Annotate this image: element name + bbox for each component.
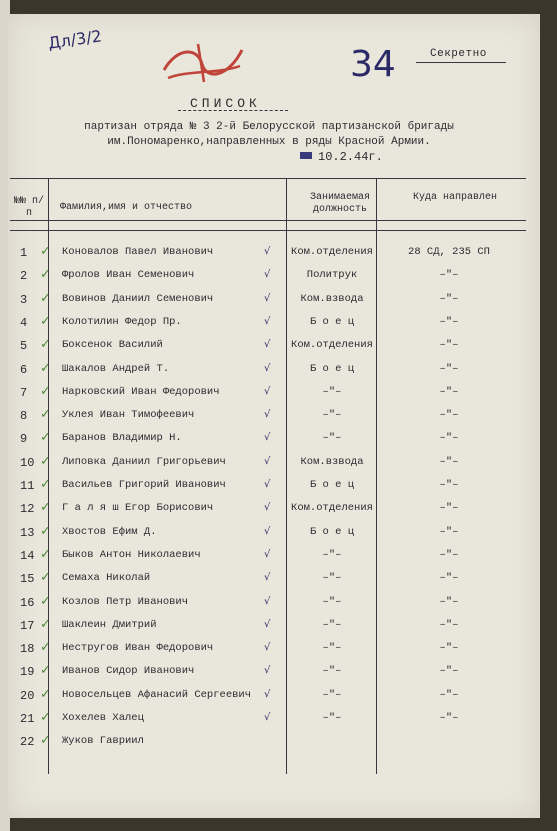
row-name: Г а л я ш Егор Борисович — [62, 502, 214, 515]
pencil-check-icon: √ — [264, 292, 271, 304]
green-tick-icon: ✓ — [40, 453, 51, 469]
table-row — [10, 359, 526, 382]
table-row — [10, 405, 526, 428]
row-position: –"– — [322, 642, 342, 655]
green-tick-icon: ✓ — [40, 523, 51, 539]
row-name: Шакалов Андрей Т. — [62, 362, 170, 375]
green-tick-icon: ✓ — [40, 710, 51, 725]
row-destination: –"– — [439, 665, 459, 678]
row-destination: –"– — [439, 642, 459, 655]
row-position: –"– — [322, 665, 342, 678]
green-tick-icon: ✓ — [40, 640, 51, 656]
pencil-check-icon: √ — [264, 618, 271, 630]
header-name: Фамилия,имя и отчество — [60, 202, 193, 213]
table-row — [10, 335, 526, 358]
row-position: Б о е ц — [309, 525, 355, 538]
green-tick-icon: ✓ — [40, 686, 51, 702]
date-mark — [300, 152, 312, 159]
row-destination: –"– — [439, 595, 459, 608]
row-number: 21 — [20, 712, 35, 726]
table-row — [10, 592, 526, 615]
pencil-check-icon: √ — [264, 409, 271, 421]
row-destination: –"– — [439, 385, 459, 398]
row-destination: –"– — [439, 688, 459, 701]
row-destination: –"– — [439, 712, 459, 724]
table-row — [10, 428, 526, 451]
green-tick-icon: ✓ — [40, 593, 51, 609]
row-name: Баранов Владимир Н. — [62, 432, 182, 445]
green-tick-icon: ✓ — [40, 267, 51, 283]
row-number: 5 — [20, 339, 28, 354]
row-number: 6 — [20, 362, 28, 377]
row-name: Новосельцев Афанасий Сергеевич — [62, 688, 252, 701]
row-destination: –"– — [439, 572, 459, 585]
green-tick-icon: ✓ — [40, 430, 51, 446]
row-destination: –"– — [439, 455, 459, 468]
table-row — [10, 615, 526, 638]
green-tick-icon: ✓ — [40, 337, 51, 353]
row-number: 12 — [20, 502, 35, 517]
row-destination: 28 СД, 235 СП — [408, 246, 490, 258]
roster-table — [10, 178, 526, 774]
row-position: Ком.отделения — [291, 502, 373, 515]
row-name: Коновалов Павел Иванович — [62, 246, 214, 258]
row-number: 1 — [20, 246, 28, 260]
row-name: Вовинов Даниил Семенович — [62, 292, 214, 305]
row-destination: –"– — [439, 269, 459, 282]
row-number: 19 — [20, 665, 35, 680]
row-position: –"– — [322, 548, 342, 561]
row-name: Семаха Николай — [62, 572, 151, 585]
red-stamp-mark — [158, 40, 248, 86]
green-tick-icon: ✓ — [40, 570, 51, 586]
row-destination: –"– — [439, 548, 459, 561]
pencil-check-icon: √ — [264, 246, 271, 257]
green-tick-icon: ✓ — [40, 360, 51, 376]
table-row — [10, 638, 526, 661]
green-tick-icon: ✓ — [40, 407, 51, 423]
row-position: Ком.взвода — [300, 455, 364, 468]
table-row — [10, 522, 526, 545]
row-position: –"– — [322, 688, 342, 701]
table-row — [10, 242, 526, 265]
pencil-check-icon: √ — [264, 688, 271, 700]
row-number: 3 — [20, 292, 28, 307]
row-number: 7 — [20, 385, 28, 400]
header-destination: Куда направлен — [412, 192, 497, 203]
row-name: Хвостов Ефим Д. — [62, 525, 157, 538]
table-header-border — [10, 220, 526, 221]
row-position: Ком.отделения — [291, 339, 373, 352]
row-destination: –"– — [439, 432, 459, 445]
pencil-check-icon: √ — [264, 479, 271, 490]
row-number: 8 — [20, 409, 28, 424]
table-row — [10, 382, 526, 405]
table-row — [10, 731, 526, 754]
row-number: 10 — [20, 455, 35, 470]
row-name: Шаклеин Дмитрий — [62, 618, 157, 631]
row-number: 18 — [20, 642, 35, 657]
row-number: 2 — [20, 269, 28, 284]
row-name: Фролов Иван Семенович — [62, 269, 195, 282]
row-name: Нарковский Иван Федорович — [62, 385, 220, 398]
row-position: Б о е ц — [309, 315, 355, 328]
table-row — [10, 545, 526, 568]
row-position: –"– — [322, 712, 342, 724]
row-name: Боксенок Василий — [62, 339, 163, 352]
header-position: Занимаемая должность — [309, 192, 370, 215]
row-position: –"– — [322, 432, 342, 445]
row-name: Иванов Сидор Иванович — [62, 665, 195, 678]
pencil-check-icon: √ — [264, 548, 271, 560]
row-number: 20 — [20, 688, 35, 703]
row-position: Ком.отделения — [291, 246, 373, 258]
table-row — [10, 475, 526, 498]
handwritten-reference: Дл/3/2 — [46, 26, 103, 53]
title-underline — [178, 110, 288, 111]
row-destination: –"– — [439, 618, 459, 631]
table-row — [10, 289, 526, 312]
pencil-check-icon: √ — [264, 269, 271, 281]
green-tick-icon: ✓ — [40, 733, 51, 749]
pencil-check-icon: √ — [264, 525, 271, 537]
row-number: 13 — [20, 525, 35, 540]
row-number: 4 — [20, 315, 28, 330]
classification-label: Секретно — [430, 48, 487, 60]
pencil-check-icon: √ — [264, 315, 271, 327]
row-position: Б о е ц — [309, 479, 355, 491]
row-position: Б о е ц — [309, 362, 355, 375]
row-name: Васильев Григорий Иванович — [62, 479, 226, 491]
row-destination: –"– — [439, 292, 459, 305]
pencil-check-icon: √ — [264, 642, 271, 654]
row-position: Политрук — [306, 269, 358, 282]
row-number: 16 — [20, 595, 35, 610]
pencil-check-icon: √ — [264, 712, 271, 723]
row-number: 22 — [20, 735, 35, 750]
table-row — [10, 708, 526, 731]
pencil-check-icon: √ — [264, 665, 271, 677]
header-number: №№ п/п — [14, 196, 45, 219]
table-header-double-border — [10, 230, 526, 231]
row-number: 11 — [20, 479, 35, 493]
row-position: –"– — [322, 409, 342, 422]
row-destination: –"– — [439, 502, 459, 515]
green-tick-icon: ✓ — [40, 500, 51, 516]
pencil-check-icon: √ — [264, 432, 271, 444]
green-tick-icon: ✓ — [40, 663, 51, 679]
row-destination: –"– — [439, 525, 459, 538]
document-subtitle: партизан отряда № 3 2-й Белорусской партизанской бригады им.Пономаренко,направленных в ряды Красной Армии. — [84, 121, 454, 148]
pencil-check-icon: √ — [264, 385, 271, 397]
pencil-check-icon: √ — [264, 362, 271, 374]
document-title: СПИСОК — [190, 96, 261, 111]
row-number: 9 — [20, 432, 28, 447]
table-row — [10, 685, 526, 708]
pencil-check-icon: √ — [264, 339, 271, 351]
green-tick-icon: ✓ — [40, 290, 51, 306]
row-number: 15 — [20, 572, 35, 587]
row-position: Ком.взвода — [300, 292, 364, 305]
classification-underline — [416, 62, 506, 63]
row-name: Хохелев Халец — [62, 712, 144, 724]
row-name: Уклея Иван Тимофеевич — [62, 409, 195, 422]
table-row — [10, 312, 526, 335]
green-tick-icon: ✓ — [40, 546, 51, 562]
document-date: 10.2.44г. — [318, 150, 383, 164]
row-destination: –"– — [439, 315, 459, 328]
row-number: 14 — [20, 548, 35, 563]
row-name: Нестругов Иван Федорович — [62, 642, 214, 655]
table-top-border — [10, 178, 526, 179]
row-destination: –"– — [439, 479, 459, 491]
row-destination: –"– — [439, 409, 459, 422]
green-tick-icon: ✓ — [40, 244, 51, 259]
pencil-check-icon: √ — [264, 502, 271, 514]
green-tick-icon: ✓ — [40, 383, 51, 399]
table-row — [10, 452, 526, 475]
row-name: Быков Антон Николаевич — [62, 548, 201, 561]
row-position: –"– — [322, 595, 342, 608]
table-row — [10, 498, 526, 521]
row-position: –"– — [322, 385, 342, 398]
pencil-check-icon: √ — [264, 455, 271, 467]
row-name: Липовка Даниил Григорьевич — [62, 455, 226, 468]
pencil-check-icon: √ — [264, 572, 271, 584]
row-name: Колотилин Федор Пр. — [62, 315, 182, 328]
row-position: –"– — [322, 618, 342, 631]
page-number: 34 — [350, 44, 396, 85]
row-number: 17 — [20, 618, 35, 633]
table-row — [10, 661, 526, 684]
row-name: Жуков Гавриил — [62, 735, 144, 748]
green-tick-icon: ✓ — [40, 477, 51, 492]
table-row — [10, 568, 526, 591]
row-name: Козлов Петр Иванович — [62, 595, 189, 608]
row-position: –"– — [322, 572, 342, 585]
pencil-check-icon: √ — [264, 595, 271, 607]
green-tick-icon: ✓ — [40, 616, 51, 632]
green-tick-icon: ✓ — [40, 313, 51, 329]
table-row — [10, 265, 526, 288]
row-destination: –"– — [439, 339, 459, 352]
row-destination: –"– — [439, 362, 459, 375]
